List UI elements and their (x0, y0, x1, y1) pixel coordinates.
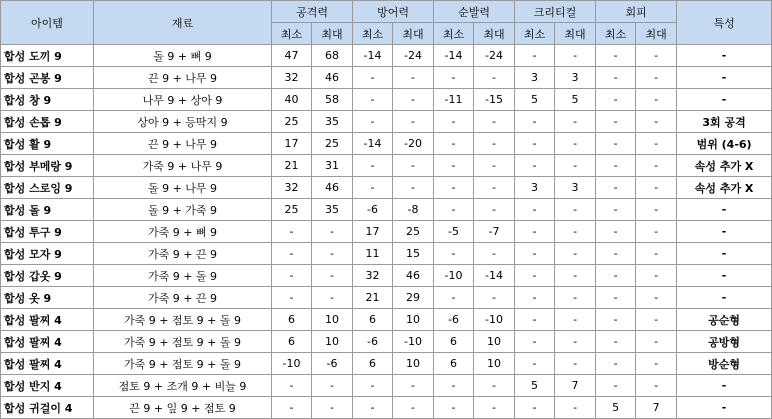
stat-cell: - (434, 397, 474, 419)
stat-cell: - (474, 111, 515, 133)
stat-cell: -14 (353, 45, 393, 67)
stat-cell: 21 (353, 287, 393, 309)
table-row (1, 287, 772, 309)
header-min: 최소 (353, 23, 393, 45)
material-cell: 끈 9 + 나무 9 (94, 67, 272, 89)
stat-cell: -14 (353, 133, 393, 155)
header-material: 재료 (94, 1, 272, 45)
stat-cell: - (474, 199, 515, 221)
stat-cell: - (636, 221, 677, 243)
table-row (1, 177, 772, 199)
stat-cell: - (636, 265, 677, 287)
table-row (1, 243, 772, 265)
trait-cell: - (677, 265, 772, 287)
trait-cell: 공순형 (677, 309, 772, 331)
stat-cell: - (555, 243, 596, 265)
stat-cell: - (515, 397, 555, 419)
stat-cell: - (272, 243, 312, 265)
stat-cell: 17 (353, 221, 393, 243)
stat-cell: 6 (434, 353, 474, 375)
material-cell: 가죽 9 + 끈 9 (94, 287, 272, 309)
stat-cell: - (515, 265, 555, 287)
header-min: 최소 (515, 23, 555, 45)
stat-cell: 6 (434, 331, 474, 353)
stat-cell: 10 (393, 353, 434, 375)
stat-cell: 11 (353, 243, 393, 265)
item-name-cell: 합성 활 9 (1, 133, 94, 155)
header-agility: 순발력 (434, 1, 515, 23)
stat-cell: 46 (312, 177, 353, 199)
stat-cell: - (596, 177, 636, 199)
trait-cell: - (677, 375, 772, 397)
stat-cell: - (272, 397, 312, 419)
item-name-cell: 합성 돌 9 (1, 199, 94, 221)
stat-cell: 47 (272, 45, 312, 67)
material-cell: 가죽 9 + 뼈 9 (94, 221, 272, 243)
stat-cell: - (474, 177, 515, 199)
header-attack: 공격력 (272, 1, 353, 23)
stat-cell: - (434, 111, 474, 133)
stat-cell: -6 (434, 309, 474, 331)
item-name-cell: 합성 귀걸이 4 (1, 397, 94, 419)
stat-cell: - (596, 243, 636, 265)
stat-cell: - (474, 397, 515, 419)
stat-cell: - (434, 243, 474, 265)
stat-cell: 21 (272, 155, 312, 177)
stat-cell: 46 (393, 265, 434, 287)
stat-cell: -8 (393, 199, 434, 221)
table-row (1, 133, 772, 155)
stat-cell: 5 (596, 397, 636, 419)
trait-cell: - (677, 287, 772, 309)
stat-cell: - (434, 133, 474, 155)
stat-cell: 25 (393, 221, 434, 243)
stat-cell: -10 (474, 309, 515, 331)
item-name-cell: 합성 도끼 9 (1, 45, 94, 67)
stat-cell: - (353, 375, 393, 397)
item-name-cell: 합성 창 9 (1, 89, 94, 111)
stat-cell: - (596, 353, 636, 375)
trait-cell: 범위 (4-6) (677, 133, 772, 155)
stat-cell: 32 (272, 177, 312, 199)
stat-cell: - (555, 353, 596, 375)
stat-cell: 6 (272, 309, 312, 331)
stat-cell: 35 (312, 199, 353, 221)
material-cell: 점토 9 + 조개 9 + 비늘 9 (94, 375, 272, 397)
header-min: 최소 (272, 23, 312, 45)
stat-cell: 6 (353, 309, 393, 331)
trait-cell: - (677, 67, 772, 89)
stat-cell: - (474, 375, 515, 397)
trait-cell: - (677, 89, 772, 111)
table-row (1, 265, 772, 287)
stat-cell: - (515, 45, 555, 67)
stat-cell: 32 (272, 67, 312, 89)
stat-cell: - (434, 375, 474, 397)
stat-cell: - (555, 111, 596, 133)
stat-cell: - (636, 309, 677, 331)
stat-cell: - (596, 111, 636, 133)
stat-cell: 10 (474, 331, 515, 353)
stat-cell: - (636, 155, 677, 177)
stat-cell: - (312, 375, 353, 397)
material-cell: 돌 9 + 가죽 9 (94, 199, 272, 221)
stat-cell: -14 (434, 45, 474, 67)
stat-cell: -11 (434, 89, 474, 111)
stat-cell: - (636, 67, 677, 89)
stat-cell: - (474, 243, 515, 265)
stat-cell: - (515, 331, 555, 353)
stat-cell: -14 (474, 265, 515, 287)
stat-cell: - (555, 133, 596, 155)
stat-cell: - (272, 221, 312, 243)
table-row (1, 375, 772, 397)
stat-cell: - (434, 287, 474, 309)
stat-cell: 46 (312, 67, 353, 89)
material-cell: 가죽 9 + 끈 9 (94, 243, 272, 265)
header-max: 최대 (555, 23, 596, 45)
stat-cell: - (636, 133, 677, 155)
stat-cell: - (636, 331, 677, 353)
stat-cell: - (555, 331, 596, 353)
material-cell: 돌 9 + 나무 9 (94, 177, 272, 199)
table-row (1, 221, 772, 243)
stat-cell: - (272, 265, 312, 287)
stat-cell: - (393, 177, 434, 199)
stat-cell: - (596, 265, 636, 287)
table-row (1, 45, 772, 67)
stat-cell: - (596, 89, 636, 111)
stat-cell: 3 (555, 177, 596, 199)
stat-cell: 29 (393, 287, 434, 309)
header-min: 최소 (434, 23, 474, 45)
stat-cell: - (596, 45, 636, 67)
table-row (1, 199, 772, 221)
header-max: 최대 (393, 23, 434, 45)
item-name-cell: 합성 갑옷 9 (1, 265, 94, 287)
header-item: 아이템 (1, 1, 94, 45)
stat-cell: -10 (393, 331, 434, 353)
trait-cell: 방순형 (677, 353, 772, 375)
item-name-cell: 합성 팔찌 4 (1, 331, 94, 353)
material-cell: 가죽 9 + 점토 9 + 돌 9 (94, 309, 272, 331)
stat-cell: - (555, 265, 596, 287)
stat-cell: - (434, 67, 474, 89)
stat-cell: 3 (555, 67, 596, 89)
stat-cell: - (474, 133, 515, 155)
stat-cell: - (596, 133, 636, 155)
stat-cell: 7 (636, 397, 677, 419)
stat-cell: 58 (312, 89, 353, 111)
stat-cell: - (393, 155, 434, 177)
stat-cell: 6 (353, 353, 393, 375)
header-critical: 크리티컬 (515, 1, 596, 23)
stat-cell: - (596, 331, 636, 353)
stat-cell: 7 (555, 375, 596, 397)
stat-cell: - (434, 155, 474, 177)
material-cell: 가죽 9 + 나무 9 (94, 155, 272, 177)
stat-cell: - (474, 155, 515, 177)
stat-cell: - (393, 375, 434, 397)
stat-cell: - (353, 177, 393, 199)
stat-cell: - (555, 287, 596, 309)
stat-cell: - (596, 309, 636, 331)
stat-cell: 3 (515, 67, 555, 89)
stat-cell: 32 (353, 265, 393, 287)
stat-cell: - (555, 309, 596, 331)
material-cell: 돌 9 + 뼈 9 (94, 45, 272, 67)
stat-cell: - (636, 89, 677, 111)
stat-cell: - (555, 397, 596, 419)
trait-cell: 공방형 (677, 331, 772, 353)
item-name-cell: 합성 곤봉 9 (1, 67, 94, 89)
stat-cell: 10 (474, 353, 515, 375)
stat-cell: - (353, 155, 393, 177)
material-cell: 끈 9 + 잎 9 + 점토 9 (94, 397, 272, 419)
table-row (1, 331, 772, 353)
stat-cell: - (596, 67, 636, 89)
material-cell: 끈 9 + 나무 9 (94, 133, 272, 155)
stat-cell: - (272, 287, 312, 309)
stat-cell: - (636, 243, 677, 265)
stat-cell: - (515, 243, 555, 265)
stat-cell: 25 (272, 111, 312, 133)
stat-cell: -6 (353, 331, 393, 353)
stat-cell: - (515, 287, 555, 309)
item-name-cell: 합성 투구 9 (1, 221, 94, 243)
table-row (1, 89, 772, 111)
stat-cell: - (555, 155, 596, 177)
item-name-cell: 합성 팔찌 4 (1, 309, 94, 331)
stat-cell: - (596, 221, 636, 243)
header-min: 최소 (596, 23, 636, 45)
stat-cell: 15 (393, 243, 434, 265)
stat-cell: -5 (434, 221, 474, 243)
stat-cell: - (272, 375, 312, 397)
stat-cell: - (515, 111, 555, 133)
stat-cell: - (555, 221, 596, 243)
item-name-cell: 합성 손톱 9 (1, 111, 94, 133)
stat-cell: - (636, 45, 677, 67)
material-cell: 가죽 9 + 점토 9 + 돌 9 (94, 353, 272, 375)
header-max: 최대 (636, 23, 677, 45)
stat-cell: - (393, 397, 434, 419)
header-evasion: 회피 (596, 1, 677, 23)
header-trait: 특성 (677, 1, 772, 45)
stat-cell: - (312, 287, 353, 309)
stat-cell: - (353, 397, 393, 419)
stat-cell: - (515, 353, 555, 375)
item-name-cell: 합성 모자 9 (1, 243, 94, 265)
stat-cell: - (515, 133, 555, 155)
header-defense: 방어력 (353, 1, 434, 23)
material-cell: 가죽 9 + 돌 9 (94, 265, 272, 287)
stat-cell: - (555, 199, 596, 221)
trait-cell: - (677, 397, 772, 419)
stat-cell: -6 (312, 353, 353, 375)
stat-cell: 68 (312, 45, 353, 67)
table-header (1, 1, 772, 45)
trait-cell: 속성 추가 X (677, 155, 772, 177)
stat-cell: 40 (272, 89, 312, 111)
stat-cell: - (353, 111, 393, 133)
stat-cell: 10 (312, 331, 353, 353)
item-name-cell: 합성 스로잉 9 (1, 177, 94, 199)
table-body (1, 45, 772, 419)
stat-cell: - (515, 221, 555, 243)
stat-cell: 25 (272, 199, 312, 221)
stat-cell: -20 (393, 133, 434, 155)
stat-cell: -24 (474, 45, 515, 67)
stat-cell: - (312, 221, 353, 243)
stat-cell: - (596, 287, 636, 309)
stat-cell: - (393, 89, 434, 111)
stat-cell: - (434, 199, 474, 221)
table-row (1, 111, 772, 133)
stat-cell: - (353, 67, 393, 89)
stat-cell: 31 (312, 155, 353, 177)
material-cell: 상아 9 + 등딱지 9 (94, 111, 272, 133)
stat-cell: 6 (272, 331, 312, 353)
trait-cell: - (677, 45, 772, 67)
stat-cell: - (312, 265, 353, 287)
stat-cell: 3 (515, 177, 555, 199)
item-name-cell: 합성 부메랑 9 (1, 155, 94, 177)
stat-cell: -15 (474, 89, 515, 111)
stat-cell: - (636, 199, 677, 221)
stat-cell: - (312, 243, 353, 265)
stat-cell: - (636, 287, 677, 309)
stat-cell: - (474, 67, 515, 89)
table-row (1, 155, 772, 177)
stat-cell: - (636, 353, 677, 375)
stat-cell: -6 (353, 199, 393, 221)
table-row (1, 353, 772, 375)
stat-cell: - (393, 111, 434, 133)
trait-cell: 3회 공격 (677, 111, 772, 133)
stat-cell: - (596, 199, 636, 221)
trait-cell: 속성 추가 X (677, 177, 772, 199)
stat-cell: 17 (272, 133, 312, 155)
stat-cell: -10 (272, 353, 312, 375)
stat-cell: - (474, 287, 515, 309)
stat-cell: - (353, 89, 393, 111)
table-row (1, 309, 772, 331)
stat-cell: - (636, 177, 677, 199)
stat-cell: 10 (312, 309, 353, 331)
table-row (1, 67, 772, 89)
stat-cell: 5 (515, 375, 555, 397)
stat-cell: 5 (515, 89, 555, 111)
stat-cell: - (515, 309, 555, 331)
stat-cell: -24 (393, 45, 434, 67)
stat-cell: -7 (474, 221, 515, 243)
item-name-cell: 합성 반지 4 (1, 375, 94, 397)
stat-cell: 10 (393, 309, 434, 331)
stat-cell: 5 (555, 89, 596, 111)
trait-cell: - (677, 243, 772, 265)
header-max: 최대 (474, 23, 515, 45)
stat-cell: - (515, 155, 555, 177)
material-cell: 가죽 9 + 점토 9 + 돌 9 (94, 331, 272, 353)
stat-cell: - (515, 199, 555, 221)
material-cell: 나무 9 + 상아 9 (94, 89, 272, 111)
stat-cell: - (312, 397, 353, 419)
trait-cell: - (677, 199, 772, 221)
stat-cell: - (636, 375, 677, 397)
table-row (1, 397, 772, 419)
item-name-cell: 합성 옷 9 (1, 287, 94, 309)
stat-cell: 25 (312, 133, 353, 155)
header-max: 최대 (312, 23, 353, 45)
stat-cell: - (596, 155, 636, 177)
item-name-cell: 합성 팔찌 4 (1, 353, 94, 375)
stat-cell: - (636, 111, 677, 133)
stat-cell: 35 (312, 111, 353, 133)
stat-cell: -10 (434, 265, 474, 287)
stat-cell: - (393, 67, 434, 89)
stat-cell: - (434, 177, 474, 199)
stat-cell: - (555, 45, 596, 67)
trait-cell: - (677, 221, 772, 243)
stat-cell: - (596, 375, 636, 397)
